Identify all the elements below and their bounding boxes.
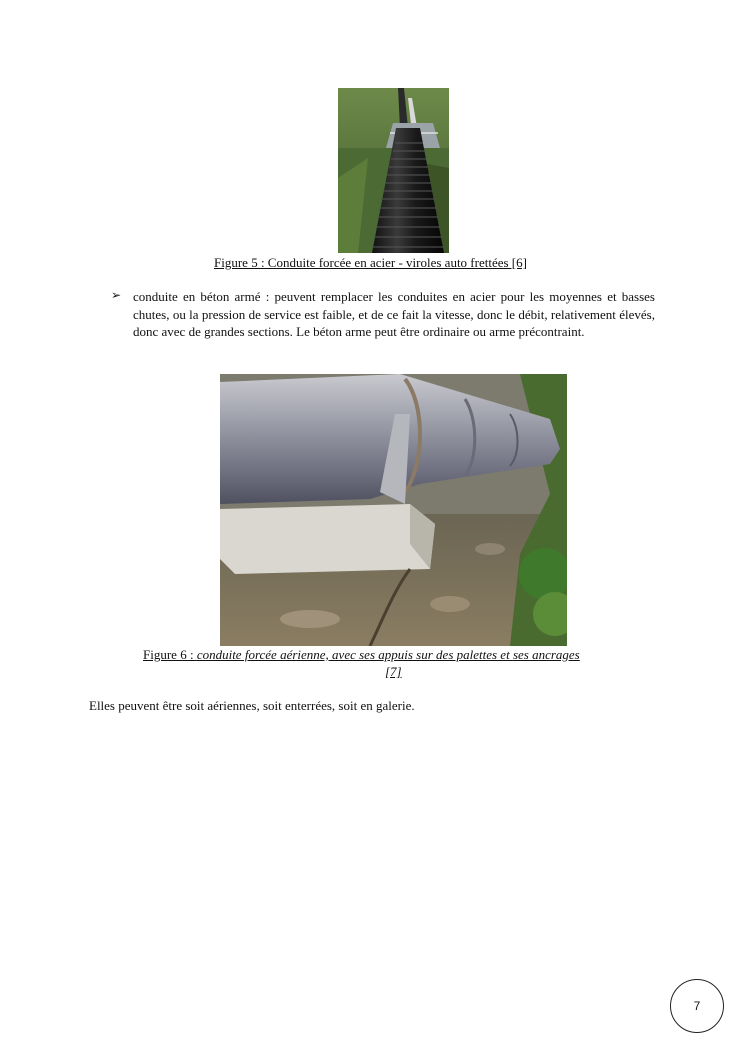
figure6-caption-line2 (385, 664, 402, 680)
figure6-caption-line1 (143, 647, 580, 663)
page-number-text: 7 (693, 999, 701, 1013)
bullet-paragraph: conduite en béton armé : peuvent remplacer les conduites en acier pour les moyennes et basses chutes, ou la pression de service est faible, et de ce fait la vitesse, donc le débit, relativement élevés, donc avec de grandes sections. Le béton arme peut être ordinaire ou arme précontraint. (133, 289, 655, 339)
figure5-image (338, 88, 449, 253)
figure6-caption-italic: conduite forcée aérienne, avec ses appuis sur des palettes et ses ancrages (196, 647, 580, 662)
figure6-image (220, 374, 567, 646)
arrow-bullet-icon: ➢ (111, 288, 122, 302)
page-number (670, 979, 724, 1033)
figure6-caption-prefix: Figure 6 : (143, 647, 197, 662)
figure5-caption: Figure 5 : Conduite forcée en acier - viroles auto frettées [6] (214, 255, 527, 270)
figure6-caption-ref: [7] (385, 664, 402, 679)
body-paragraph: Elles peuvent être soit aériennes, soit enterrées, soit en galerie. (89, 698, 415, 713)
